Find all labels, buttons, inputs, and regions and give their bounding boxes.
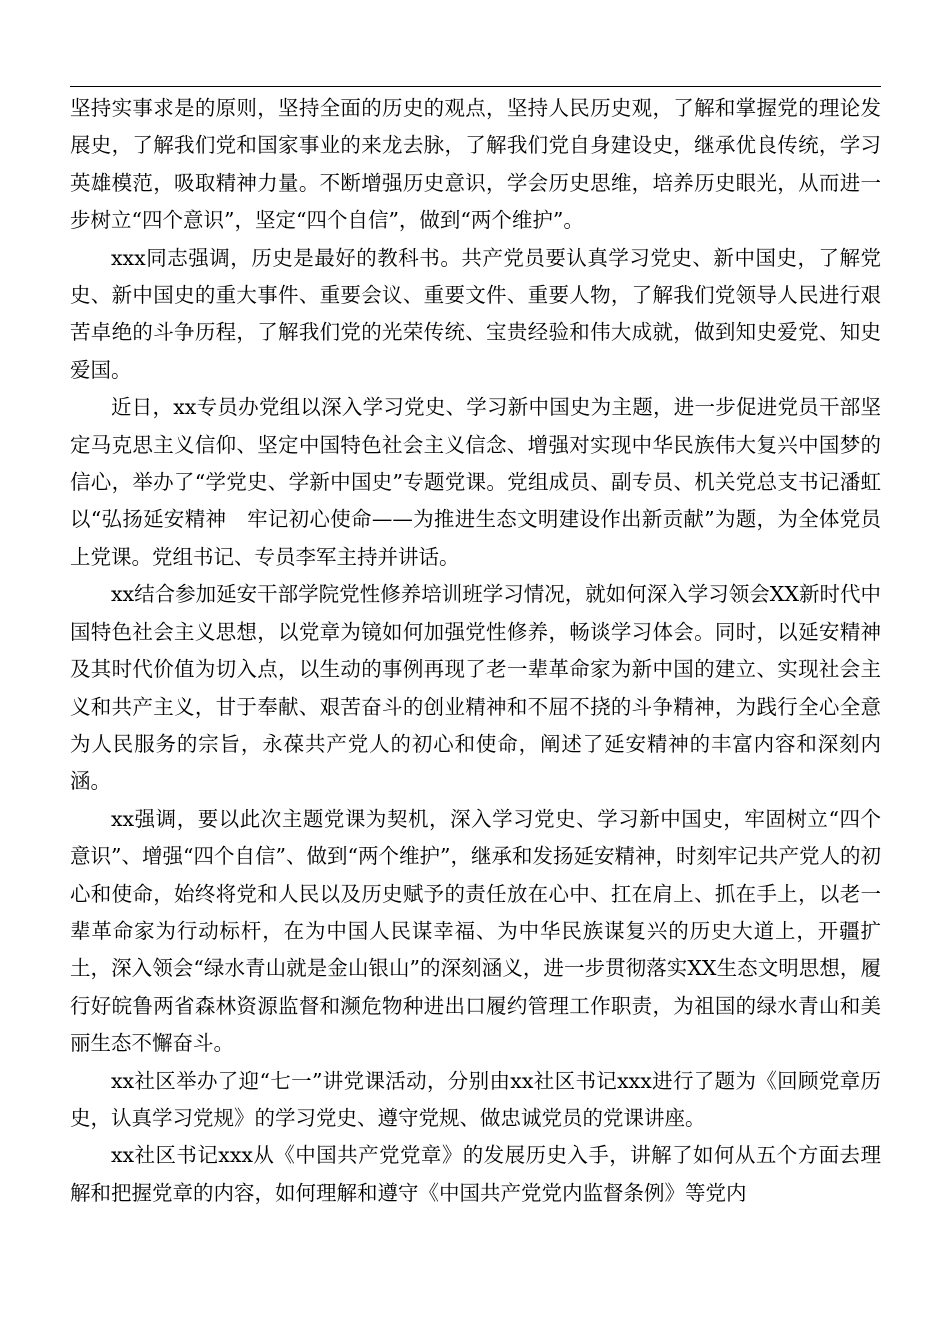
paragraph-1: 坚持实事求是的原则，坚持全面的历史的观点，坚持人民历史观，了解和掌握党的理论发展史，了解我们党和国家事业的来龙去脉，了解我们党自身建设史，继承优良传统，学习英雄模范，吸取精神力量。不断增强历史意识，学会历史思维，培养历史眼光，从而进一步树立“四个意识”，坚定“四个自信”，做到“两个维护”。 <box>70 96 881 233</box>
header-rule <box>70 86 881 87</box>
paragraph-5: xx强调，要以此次主题党课为契机，深入学习党史、学习新中国史，牢固树立“四个意识”、增强“四个自信”、做到“两个维护”，继承和发扬延安精神，时刻牢记共产党人的初心和使命，始终将党和人民以及历史赋予的责任放在心中、扛在肩上、抓在手上，以老一辈革命家为行动标杆，在为中国人民谋幸福、为中华民族谋复兴的历史大道上，开疆扩土，深入领会“绿水青山就是金山银山”的深刻涵义，进一步贯彻落实XX生态文明思想，履行好皖鲁两省森林资源监督和濒危物种进出口履约管理工作职责，为祖国的绿水青山和美丽生态不懈奋斗。 <box>70 806 881 1056</box>
paragraph-7: xx社区书记xxx从《中国共产党党章》的发展历史入手，讲解了如何从五个方面去理解和把握党章的内容，如何理解和遵守《中国共产党党内监督条例》等党内 <box>70 1143 881 1205</box>
document-body <box>70 90 881 1212</box>
paragraph-2: xxx同志强调，历史是最好的教科书。共产党员要认真学习党史、新中国史，了解党史、新中国史的重大事件、重要会议、重要文件、重要人物，了解我们党领导人民进行艰苦卓绝的斗争历程，了解我们党的光荣传统、宝贵经验和伟大成就，做到知史爱党、知史爱国。 <box>70 245 881 382</box>
paragraph-4: xx结合参加延安干部学院党性修养培训班学习情况，就如何深入学习领会XX新时代中国特色社会主义思想，以党章为镜如何加强党性修养，畅谈学习体会。同时，以延安精神及其时代价值为切入点，以生动的事例再现了老一辈革命家为新中国的建立、实现社会主义和共产主义，甘于奉献、艰苦奋斗的创业精神和不屈不挠的斗争精神，为践行全心全意为人民服务的宗旨，永葆共产党人的初心和使命，阐述了延安精神的丰富内容和深刻内涵。 <box>70 582 881 794</box>
paragraph-6: xx社区举办了迎“七一”讲党课活动，分别由xx社区书记xxx进行了题为《回顾党章历史，认真学习党规》的学习党史、遵守党规、做忠诚党员的党课讲座。 <box>70 1068 881 1130</box>
paragraph-3: 近日，xx专员办党组以深入学习党史、学习新中国史为主题，进一步促进党员干部坚定马克思主义信仰、坚定中国特色社会主义信念、增强对实现中华民族伟大复兴中国梦的信心，举办了“学党史、学新中国史”专题党课。党组成员、副专员、机关党总支书记潘虹以“弘扬延安精神 牢记初心使命——为推进生态文明建设作出新贡献”为题，为全体党员上党课。党组书记、专员李军主持并讲话。 <box>70 395 881 569</box>
